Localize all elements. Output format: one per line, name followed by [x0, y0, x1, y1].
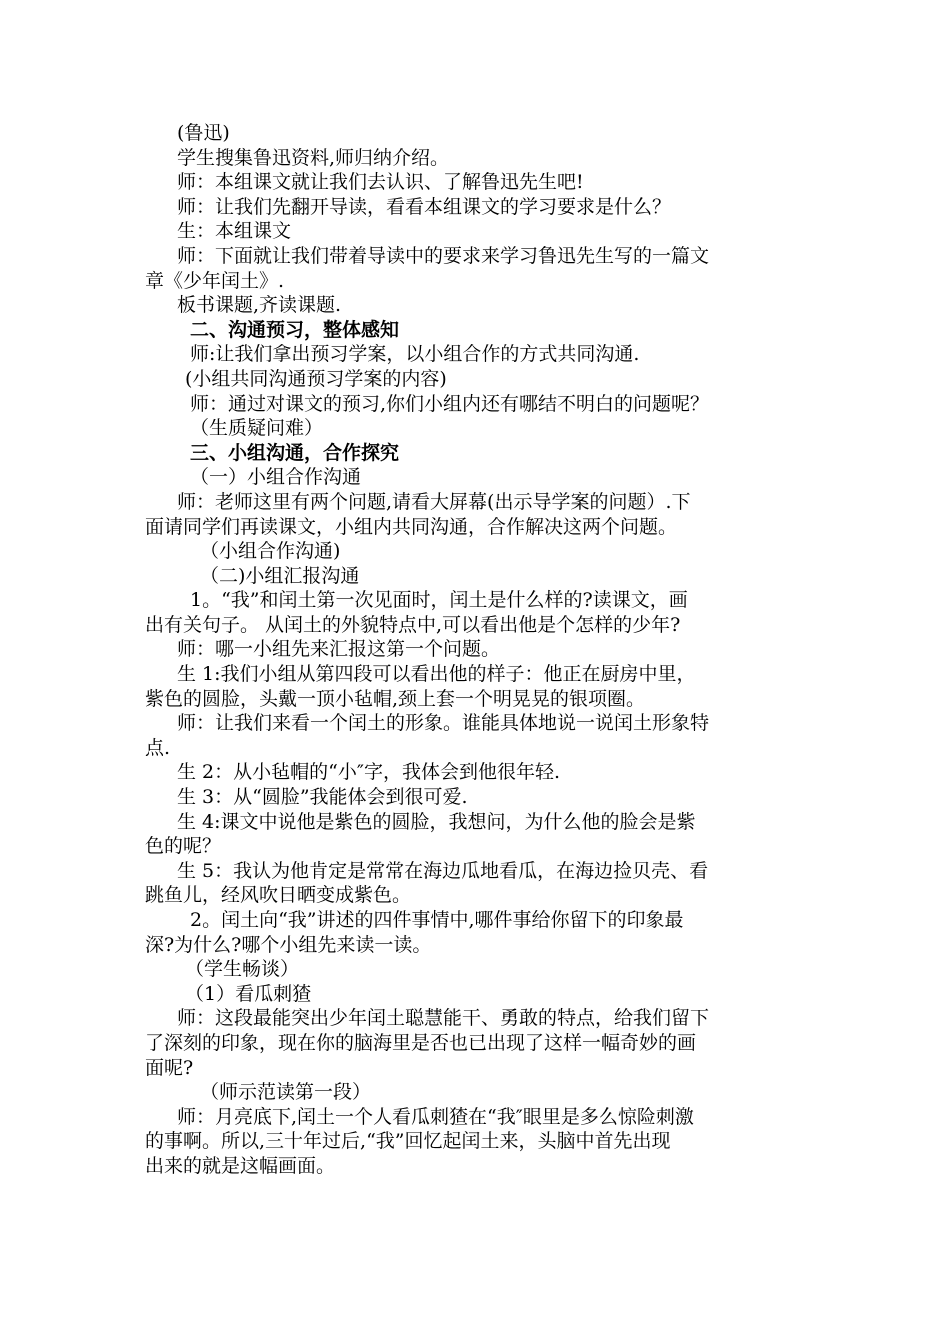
text-line: （师示范读第一段）: [200, 1081, 372, 1104]
text-line: 学生搜集鲁迅资料,师归纳介绍。: [177, 146, 450, 169]
text-line: 师：月亮底下,闰土一个人看瓜刺猹在“我″眼里是多么惊险刺激: [177, 1105, 694, 1128]
text-line: 师：这段最能突出少年闰土聪慧能干、勇敢的特点，给我们留下: [177, 1007, 710, 1030]
text-line: （学生畅谈）: [185, 958, 300, 981]
text-line: （生质疑问难）: [190, 417, 324, 440]
section-heading: 二、沟通预习，整体感知: [190, 318, 400, 341]
text-line: 师：老师这里有两个问题,请看大屏幕(出示导学案的问题）.下: [177, 490, 691, 513]
text-line: 章《少年闰土》.: [145, 269, 285, 292]
text-line: 师：让我们来看一个闰土的形象。谁能具体地说一说闰土形象特: [177, 712, 710, 735]
text-line: 点.: [145, 736, 171, 759]
text-line: （二)小组汇报沟通: [200, 564, 360, 587]
text-line: 面请同学们再读课文，小组内共同沟通，合作解决这两个问题。: [145, 515, 678, 538]
text-line: 色的呢？: [145, 835, 222, 858]
text-line: 的事啊。所以,三十年过后,“我”回忆起闰土来，头脑中首先出现: [145, 1130, 671, 1153]
text-line: 生 1:我们小组从第四段可以看出他的样子：他正在厨房中里，: [177, 663, 696, 686]
text-line: 师：让我们先翻开导读，看看本组课文的学习要求是什么？: [177, 195, 672, 218]
text-line: （1）看瓜刺猹: [185, 982, 312, 1005]
text-line: 2。闰土向“我”讲述的四件事情中,哪件事给你留下的印象最: [190, 909, 684, 931]
text-line: 师：哪一小组先来汇报这第一个问题。: [177, 638, 501, 661]
text-line: 面呢?: [145, 1056, 194, 1079]
text-line: 师：本组课文就让我们去认识、了解鲁迅先生吧!: [177, 171, 584, 194]
text-line: 生：本组课文: [177, 220, 292, 243]
text-line: 生 3：从“圆脸”我能体会到很可爱.: [177, 786, 468, 809]
text-line: 出有关句子。 从闰土的外貌特点中,可以看出他是个怎样的少年?: [145, 613, 681, 636]
text-line: 生 2：从小毡帽的“小″字，我体会到他很年轻.: [177, 761, 560, 784]
text-line: 深?为什么?哪个小组先来读一读。: [145, 933, 432, 956]
text-line: 板书课题,齐读课题.: [177, 294, 342, 317]
document-body: [145, 121, 810, 1179]
text-line: 紫色的圆脸，头戴一顶小毡帽,颈上套一个明晃晃的银项圈。: [145, 687, 646, 710]
section-heading: 三、小组沟通，合作探究: [190, 441, 400, 464]
text-line: 了深刻的印象，现在你的脑海里是否也已出现了这样一幅奇妙的画: [145, 1031, 697, 1054]
text-line: （一）小组合作沟通: [190, 466, 362, 489]
text-line: (鲁迅): [177, 122, 230, 144]
text-line: 生 5：我认为他肯定是常常在海边瓜地看瓜，在海边捡贝壳、看: [177, 859, 709, 882]
text-line: 师：通过对课文的预习,你们小组内还有哪结不明白的问题呢？: [190, 392, 710, 415]
text-line: 跳鱼儿，经风吹日晒变成紫色。: [145, 884, 412, 907]
text-line: （小组合作沟通): [200, 540, 341, 563]
text-line: 师:让我们拿出预习学案，以小组合作的方式共同沟通.: [190, 343, 640, 366]
text-line: 1。“我”和闰土第一次见面时，闰土是什么样的?读课文，画: [190, 589, 688, 612]
text-line: (小组共同沟通预习学案的内容): [185, 367, 447, 390]
text-line: 生 4:课文中说他是紫色的圆脸，我想问，为什么他的脸会是紫: [177, 810, 696, 833]
text-line: 师：下面就让我们带着导读中的要求来学习鲁迅先生写的一篇文: [177, 244, 710, 267]
text-line: 出来的就是这幅画面。: [145, 1154, 336, 1177]
